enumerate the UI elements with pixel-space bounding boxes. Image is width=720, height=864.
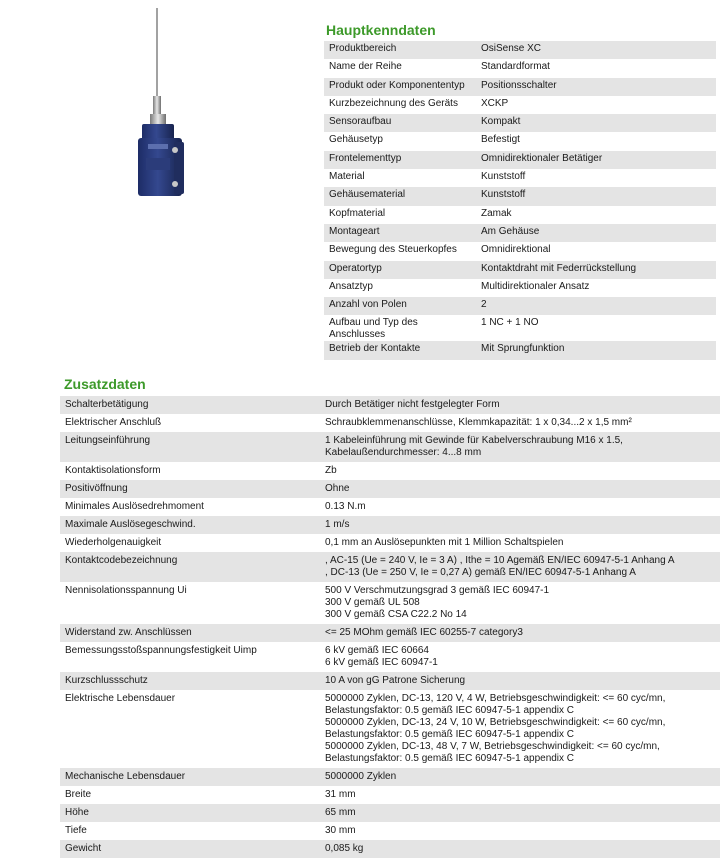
value-line: Zb: [325, 465, 337, 476]
table-row: [324, 279, 716, 297]
row-value: Kompakt: [476, 114, 716, 132]
table-row: [324, 169, 716, 187]
row-label: Elektrischer Anschluß: [60, 414, 320, 432]
row-label: Operatortyp: [324, 261, 476, 279]
row-label: Wiederholgenauigkeit: [60, 534, 320, 552]
value-line: 1 Kabeleinführung mit Gewinde für Kabelverschraubung M16 x 1.5,: [325, 435, 623, 446]
value-line: 10 A von gG Patrone Sicherung: [325, 675, 466, 686]
value-line: Schraubklemmenanschlüsse, Klemmkapazität: 1 x 0,34...2 x 1,5 mm²: [325, 417, 632, 428]
table-row: [60, 690, 720, 768]
row-value: Kunststoff: [476, 169, 716, 187]
row-value: [320, 786, 720, 804]
table-row: [60, 462, 720, 480]
table-row: [324, 206, 716, 224]
section-title-main-data: Hauptkenndaten: [326, 22, 436, 38]
table-row: [60, 768, 720, 786]
value-line: 65 mm: [325, 807, 356, 818]
value-line: Kabelaußendurchmesser: 4...8 mm: [325, 447, 482, 458]
row-label: Bemessungsstoßspannungsfestigkeit Uimp: [60, 642, 320, 672]
row-value: [320, 480, 720, 498]
row-value: [320, 642, 720, 672]
value-line: , DC-13 (Ue = 250 V, Ie = 0,27 A) gemäß EN/IEC 60947-5-1 Anhang A: [325, 567, 636, 578]
value-line: 1 m/s: [325, 519, 350, 530]
row-value: [320, 534, 720, 552]
row-value: [320, 432, 720, 462]
row-value: [320, 804, 720, 822]
row-label: Elektrische Lebensdauer: [60, 690, 320, 768]
value-line: Durch Betätiger nicht festgelegter Form: [325, 399, 500, 410]
table-row: [60, 786, 720, 804]
row-label: Mechanische Lebensdauer: [60, 768, 320, 786]
table-row: [324, 151, 716, 169]
value-line: 6 kV gemäß IEC 60664: [325, 645, 429, 656]
value-line: 300 V gemäß UL 508: [325, 597, 420, 608]
table-row: [324, 59, 716, 77]
row-label: Kopfmaterial: [324, 206, 476, 224]
value-line: 0,1 mm an Auslösepunkten mit 1 Million Schaltspielen: [325, 537, 564, 548]
table-row: [324, 242, 716, 260]
row-label: Kontaktisolationsform: [60, 462, 320, 480]
row-label: Gewicht: [60, 840, 320, 858]
row-label: Aufbau und Typ des Anschlusses: [324, 315, 476, 341]
value-line: 6 kV gemäß IEC 60947-1: [325, 657, 438, 668]
value-line: 500 V Verschmutzungsgrad 3 gemäß IEC 60947-1: [325, 585, 550, 596]
main-data-table: [324, 41, 716, 360]
row-label: Ansatztyp: [324, 279, 476, 297]
table-row: [324, 224, 716, 242]
table-row: [60, 498, 720, 516]
row-label: Maximale Auslösegeschwind.: [60, 516, 320, 534]
value-line: , AC-15 (Ue = 240 V, Ie = 3 A) , Ithe = 10 Agemäß EN/IEC 60947-5-1 Anhang A: [325, 555, 675, 566]
row-label: Bewegung des Steuerkopfes: [324, 242, 476, 260]
value-line: 30 mm: [325, 825, 356, 836]
row-label: Produktbereich: [324, 41, 476, 59]
value-line: Belastungsfaktor: 0.5 gemäß IEC 60947-5-1 appendix C: [325, 753, 575, 764]
row-label: Frontelementtyp: [324, 151, 476, 169]
row-value: OsiSense XC: [476, 41, 716, 59]
row-value: Am Gehäuse: [476, 224, 716, 242]
row-label: Gehäusematerial: [324, 187, 476, 205]
row-value: Mit Sprungfunktion: [476, 341, 716, 359]
row-value: [320, 768, 720, 786]
row-value: [320, 552, 720, 582]
row-label: Widerstand zw. Anschlüssen: [60, 624, 320, 642]
row-label: Sensoraufbau: [324, 114, 476, 132]
row-value: [320, 624, 720, 642]
row-label: Kurzbezeichnung des Geräts: [324, 96, 476, 114]
limit-switch-product-image: [128, 8, 198, 208]
table-row: [324, 96, 716, 114]
table-row: [60, 582, 720, 624]
row-label: Positivöffnung: [60, 480, 320, 498]
table-row: [324, 297, 716, 315]
row-label: Montageart: [324, 224, 476, 242]
table-row: [324, 187, 716, 205]
row-value: Omnidirektional: [476, 242, 716, 260]
value-line: 31 mm: [325, 789, 356, 800]
row-value: [320, 690, 720, 768]
row-value: [320, 672, 720, 690]
table-row: [60, 414, 720, 432]
table-row: [60, 552, 720, 582]
row-label: Anzahl von Polen: [324, 297, 476, 315]
row-label: Schalterbetätigung: [60, 396, 320, 414]
row-value: [320, 840, 720, 858]
row-value: Multidirektionaler Ansatz: [476, 279, 716, 297]
row-label: Material: [324, 169, 476, 187]
value-line: 5000000 Zyklen: [325, 771, 397, 782]
table-row: [60, 672, 720, 690]
table-row: [60, 534, 720, 552]
extra-data-table: [60, 396, 720, 858]
row-label: Betrieb der Kontakte: [324, 341, 476, 359]
row-value: [320, 516, 720, 534]
row-value: Kunststoff: [476, 187, 716, 205]
row-label: Kurzschlussschutz: [60, 672, 320, 690]
row-label: Höhe: [60, 804, 320, 822]
table-row: [60, 432, 720, 462]
table-row: [60, 822, 720, 840]
table-row: [60, 642, 720, 672]
value-line: Belastungsfaktor: 0.5 gemäß IEC 60947-5-1 appendix C: [325, 729, 575, 740]
row-value: 1 NC + 1 NO: [476, 315, 716, 341]
value-line: Belastungsfaktor: 0.5 gemäß IEC 60947-5-1 appendix C: [325, 705, 575, 716]
row-label: Gehäusetyp: [324, 132, 476, 150]
value-line: 5000000 Zyklen, DC-13, 120 V, 4 W, Betriebsgeschwindigkeit: <= 60 cyc/mn,: [325, 693, 666, 704]
row-value: [320, 582, 720, 624]
row-value: [320, 498, 720, 516]
table-row: [60, 516, 720, 534]
table-row: [60, 396, 720, 414]
row-label: Tiefe: [60, 822, 320, 840]
table-row: [324, 341, 716, 359]
row-label: Produkt oder Komponententyp: [324, 78, 476, 96]
table-row: [324, 41, 716, 59]
value-line: 5000000 Zyklen, DC-13, 24 V, 10 W, Betriebsgeschwindigkeit: <= 60 cyc/mn,: [325, 717, 666, 728]
value-line: 300 V gemäß CSA C22.2 No 14: [325, 609, 467, 620]
row-label: Minimales Auslösedrehmoment: [60, 498, 320, 516]
table-row: [324, 132, 716, 150]
table-row: [324, 261, 716, 279]
row-value: Omnidirektionaler Betätiger: [476, 151, 716, 169]
table-row: [60, 804, 720, 822]
row-label: Name der Reihe: [324, 59, 476, 77]
row-value: [320, 822, 720, 840]
row-value: [320, 396, 720, 414]
table-row: [324, 315, 716, 341]
table-row: [60, 480, 720, 498]
row-label: Leitungseinführung: [60, 432, 320, 462]
value-line: 5000000 Zyklen, DC-13, 48 V, 7 W, Betriebsgeschwindigkeit: <= 60 cyc/mn,: [325, 741, 660, 752]
section-title-extra-data: Zusatzdaten: [64, 376, 146, 392]
row-value: [320, 462, 720, 480]
row-label: Breite: [60, 786, 320, 804]
row-value: 2: [476, 297, 716, 315]
row-label: Nennisolationsspannung Ui: [60, 582, 320, 624]
table-row: [324, 114, 716, 132]
row-value: Kontaktdraht mit Federrückstellung: [476, 261, 716, 279]
table-row: [60, 624, 720, 642]
table-row: [60, 840, 720, 858]
row-value: Standardformat: [476, 59, 716, 77]
row-value: Positionsschalter: [476, 78, 716, 96]
value-line: 0.13 N.m: [325, 501, 366, 512]
row-label: Kontaktcodebezeichnung: [60, 552, 320, 582]
value-line: Ohne: [325, 483, 350, 494]
table-row: [324, 78, 716, 96]
row-value: Befestigt: [476, 132, 716, 150]
row-value: XCKP: [476, 96, 716, 114]
row-value: [320, 414, 720, 432]
row-value: Zamak: [476, 206, 716, 224]
value-line: <= 25 MOhm gemäß IEC 60255-7 category3: [325, 627, 523, 638]
value-line: 0,085 kg: [325, 843, 364, 854]
